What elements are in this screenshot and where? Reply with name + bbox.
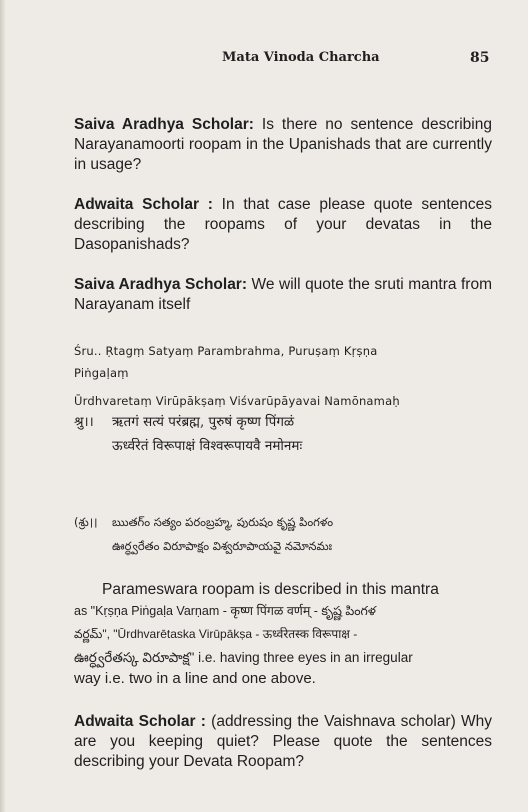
dialogue-paragraph-1 xyxy=(74,115,492,175)
dialogue-paragraph-4 xyxy=(74,712,492,772)
mantra-transliteration xyxy=(74,340,494,412)
mantra-devanagari xyxy=(74,410,494,458)
explanation-line: ఊర్ధ్వరేతస్క విరూపాక్ష" i.e. having three eyes in an irregular xyxy=(74,650,413,665)
dialogue-paragraph-3 xyxy=(74,275,492,315)
devanagari-text: ऋतगं सत्यं परंब्रह्म, पुरुषं कृष्ण पिंगळं xyxy=(112,414,295,430)
speaker-label: Saiva Aradhya Scholar: xyxy=(74,276,248,293)
speaker-label: Adwaita Scholar : xyxy=(74,196,213,213)
dialogue-text: In that case please quote sentences describing the roopams of your devatas in the Dasopanishads? xyxy=(74,196,492,253)
speaker-label: Saiva Aradhya Scholar: xyxy=(74,116,254,133)
devanagari-line xyxy=(74,410,494,434)
translit-line: Śru.. Ṛtagṃ Satyaṃ Parambrahma, Puruṣaṃ Kṛṣṇa xyxy=(74,344,378,358)
explanation-line: వర్ణమ్", "Ūrdhvarētaska Virūpākṣa - ऊर्ध्वरेतस्क विरूपाक्ष - xyxy=(74,627,358,641)
telugu-text: ఊర్ధ్వరేతం విరూపాక్షం విశ్వరూపాయవై నమోనమః xyxy=(112,539,333,553)
dialogue-text: Is there no sentence describing Narayanamoorti roopam in the Upanishads that are currently in usage? xyxy=(74,116,492,173)
telugu-line xyxy=(74,510,494,534)
sruti-marker: (శ్రు।। xyxy=(74,515,98,529)
page-header xyxy=(0,50,528,70)
translit-line: Ūrdhvaretaṃ Virūpākṣaṃ Viśvarūpāyavai Namōnamaḥ xyxy=(74,394,400,408)
explanation-line: Parameswara roopam is described in this mantra xyxy=(102,581,439,598)
explanation-line: way i.e. two in a line and one above. xyxy=(74,670,316,687)
mantra-telugu xyxy=(74,510,494,558)
running-title: Mata Vinoda Charcha xyxy=(222,50,380,65)
dialogue-text: (addressing the Vaishnava scholar) Why are you keeping quiet? Please quote the sentences describing your Devata Roopam? xyxy=(74,713,492,770)
translit-line: Piṅgaḷaṃ xyxy=(74,366,129,380)
sruti-marker: श्रु।। xyxy=(74,414,94,430)
speaker-label: Adwaita Scholar : xyxy=(74,713,206,730)
dialogue-text: We will quote the sruti mantra from Narayanam itself xyxy=(74,276,492,313)
telugu-text: ఋతగ్ం సత్యం పరంబ్రహ్మ, పురుషం కృష్ణ పింగళం xyxy=(112,515,334,529)
page-number: 85 xyxy=(470,50,490,66)
dialogue-paragraph-2 xyxy=(74,195,492,255)
telugu-line xyxy=(74,534,494,558)
page-spine-shadow xyxy=(0,0,6,812)
devanagari-line xyxy=(74,434,494,458)
explanation-line: as "Kṛṣṇa Piṅgaḷa Varṇam - कृष्ण पिंगळ वर्णम् - కృష్ణ పింగళ xyxy=(74,604,376,618)
devanagari-text: ऊर्ध्वरेतं विरूपाक्षं विश्वरूपायवै नमोनमः xyxy=(112,438,303,454)
explanation-paragraph xyxy=(74,580,492,689)
